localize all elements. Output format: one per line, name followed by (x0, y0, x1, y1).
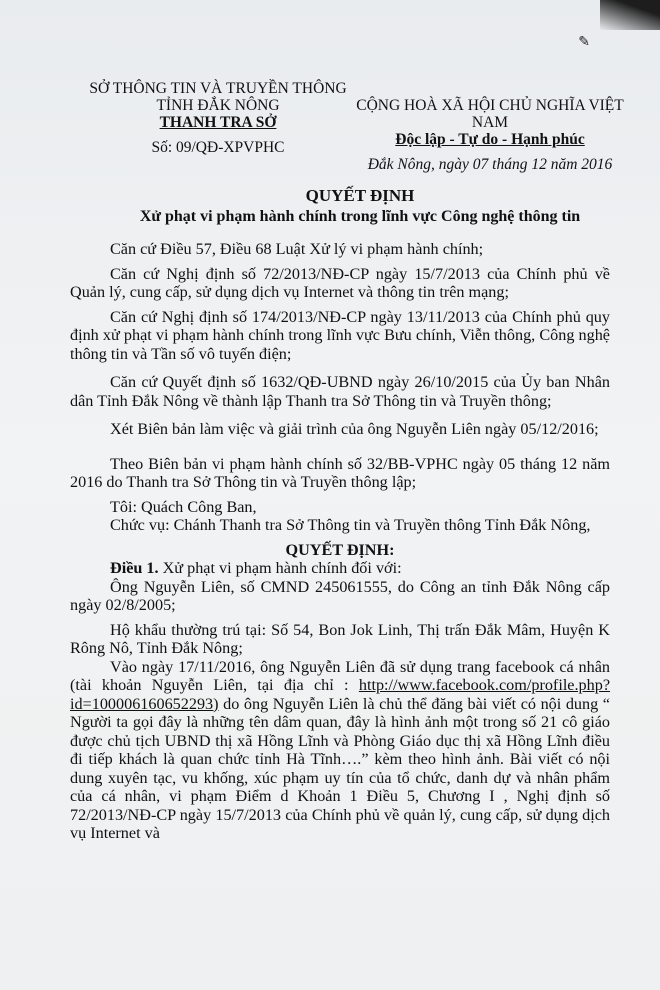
basis-paragraph: Theo Biên bản vi phạm hành chính số 32/BB-VPHC ngày 05 tháng 12 năm 2016 do Thanh tra Sở Thông tin và Truyền thông lập; (70, 454, 610, 491)
article-1-text: Xử phạt vi phạm hành chính đối với: (158, 559, 402, 577)
violator-residence: Hộ khẩu thường trú tại: Số 54, Bon Jok Linh, Thị trấn Đắk Mâm, Huyện K Rông Nô, Tỉnh Đắk Nông; (70, 620, 610, 657)
document-subtitle: Xử phạt vi phạm hành chính trong lĩnh vực Công nghệ thông tin (139, 208, 581, 225)
document-number: Số: 09/QĐ-XPVPHC (151, 139, 285, 156)
office-name: THANH TRA SỞ (159, 114, 277, 131)
national-header (345, 97, 635, 173)
decision-heading: QUYẾT ĐỊNH: (285, 540, 395, 559)
province-name: TỈNH ĐẮK NÔNG (156, 97, 280, 114)
agency-name: SỞ THÔNG TIN VÀ TRUYỀN THÔNG (89, 80, 347, 97)
basis-paragraph: Xét Biên bản làm việc và giải trình của ông Nguyễn Liên ngày 05/12/2016; (110, 420, 599, 438)
nation-name: CỘNG HOÀ XÃ HỘI CHỦ NGHĨA VIỆT NAM (356, 97, 624, 131)
national-motto: Độc lập - Tự do - Hạnh phúc (395, 131, 585, 148)
title-block (120, 186, 600, 227)
official-position: Chức vụ: Chánh Thanh tra Sở Thông tin và Truyền thông Tỉnh Đắk Nông, (110, 516, 591, 534)
basis-paragraph: Căn cứ Quyết định số 1632/QĐ-UBND ngày 26/10/2015 của Ủy ban Nhân dân Tỉnh Đắk Nông về thành lập Thanh tra Sở Thông tin và Truyền thông; (70, 373, 610, 410)
article-1 (70, 559, 610, 578)
basis-paragraph: Căn cứ Nghị định số 72/2013/NĐ-CP ngày 15/7/2013 của Chính phủ về Quản lý, cung cấp, sử dụng dịch vụ Internet và thông tin trên mạng; (70, 264, 610, 301)
basis-paragraph: Căn cứ Nghị định số 174/2013/NĐ-CP ngày 13/11/2013 của Chính phủ quy định xử phạt vi phạm hành chính trong lĩnh vực Bưu chính, Viễn thông, Công nghệ thông tin và Tần số vô tuyến điện; (70, 307, 610, 363)
official-name: Tôi: Quách Công Ban, (110, 497, 257, 516)
ink-mark-icon: ✎ (578, 35, 590, 50)
basis-paragraph: Căn cứ Điều 57, Điều 68 Luật Xử lý vi phạm hành chính; (110, 240, 484, 258)
violation-facts-rest: do ông Nguyễn Liên là chủ thể đăng bài viết có nội dung “ Người ta gọi đây là những tên dâm quan, đây là hình ảnh một trong số 21 cô giáo được chủ tịch UBND thị xã Hồng Lĩnh và Phòng Giáo dục thị xã Hồng Lĩnh điều đi tiếp khách là quan chức tỉnh Hà Tĩnh….” kèm theo hình ảnh. Bài viết có nội dung xuyên tạc, vu khống, xúc phạm uy tín của tổ chức, danh dự và nhân phẩm của cá nhân, vi phạm Điểm d Khoản 1 Điều 5, Chương I , Nghị định số 72/2013/NĐ-CP ngày 15/7/2013 của Chính phủ về quản lý, cung cấp, sử dụng dịch vụ Internet và (70, 694, 610, 842)
violator-identity: Ông Nguyễn Liên, số CMND 245061555, do Công an tỉnh Đắk Nông cấp ngày 02/8/2005; (70, 577, 610, 614)
document-body (70, 240, 610, 843)
issuing-agency-header (78, 80, 358, 156)
page-corner-shadow (600, 0, 660, 30)
article-1-label: Điều 1. (110, 559, 159, 577)
issue-date: Đắk Nông, ngày 07 tháng 12 năm 2016 (367, 156, 613, 173)
violation-facts-intro: Vào ngày 17/11/2016, ông Nguyễn Liên đã sử dụng trang facebook cá nhân (tài khoản Nguyễn Liên, tại địa chỉ : (70, 657, 610, 694)
facebook-profile-link[interactable]: http://www.facebook.com/profile.php?id=100006160652293) (70, 676, 611, 713)
document-title: QUYẾT ĐỊNH (305, 186, 415, 205)
violation-facts (70, 658, 610, 843)
